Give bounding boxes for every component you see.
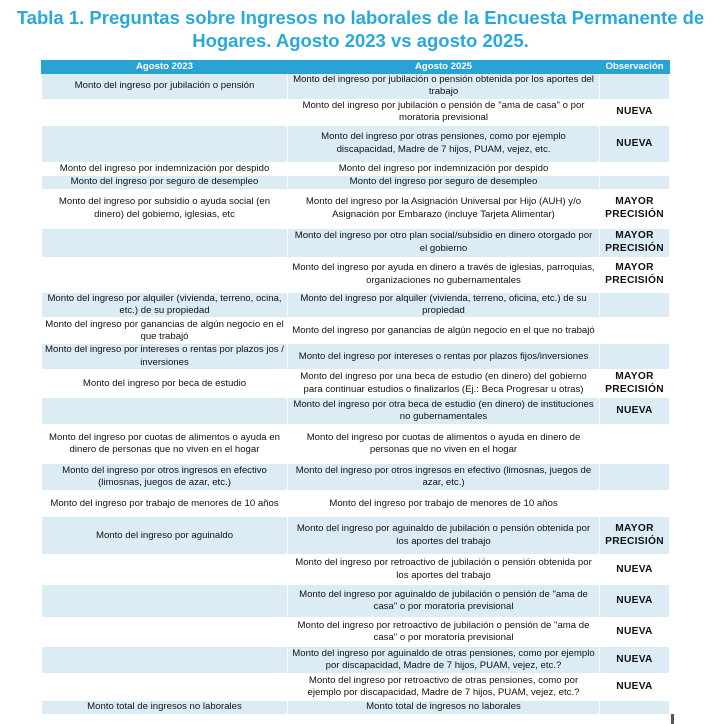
cell-agosto-2025: Monto del ingreso por ayuda en dinero a través de iglesias, parroquias, organizaciones no gubernamentales (288, 257, 600, 292)
cell-observacion: NUEVA (600, 585, 670, 618)
table-row (42, 292, 670, 318)
cell-agosto-2025: Monto del ingreso por intereses o rentas por plazos fijos/inversiones (288, 344, 600, 370)
cell-observacion (600, 344, 670, 370)
cell-agosto-2023 (42, 555, 288, 585)
cell-agosto-2025: Monto del ingreso por ganancias de algún negocio en el que no trabajó (288, 318, 600, 344)
cell-observacion (600, 464, 670, 491)
table-row (42, 99, 670, 125)
cell-agosto-2025: Monto del ingreso por la Asignación Universal por Hijo (AUH) y/o Asignación por Embarazo (incluye Tarjeta Alimentar) (288, 189, 600, 228)
cell-observacion (600, 176, 670, 189)
cell-agosto-2025: Monto del ingreso por otras pensiones, como por ejemplo discapacidad, Madre de 7 hijos, PUAM, vejez, etc. (288, 125, 600, 162)
table-header-row (42, 61, 670, 74)
table-row (42, 701, 670, 714)
table-row (42, 464, 670, 491)
cell-agosto-2025: Monto del ingreso por una beca de estudio (en dinero) del gobierno para continuar estudios o finalizarlos (Ej.: Beca Progresar u otras) (288, 370, 600, 398)
cell-agosto-2023 (42, 398, 288, 425)
cell-agosto-2023: Monto del ingreso por beca de estudio (42, 370, 288, 398)
table-row (42, 425, 670, 464)
cell-observacion (600, 491, 670, 517)
cell-agosto-2025: Monto del ingreso por seguro de desempleo (288, 176, 600, 189)
table-row (42, 491, 670, 517)
income-questions-table (41, 60, 670, 715)
cell-agosto-2025: Monto del ingreso por indemnización por despido (288, 162, 600, 175)
cell-agosto-2023: Monto del ingreso por trabajo de menores de 10 años (42, 491, 288, 517)
table-title (0, 6, 721, 52)
table-row (42, 647, 670, 674)
cell-agosto-2023 (42, 585, 288, 618)
cell-agosto-2023 (42, 228, 288, 257)
cell-agosto-2025: Monto del ingreso por retroactivo de jubilación o pensión de "ama de casa" o por moratoria previsional (288, 618, 600, 647)
cell-observacion: NUEVA (600, 398, 670, 425)
cell-agosto-2023: Monto del ingreso por ganancias de algún negocio en el que trabajó (42, 318, 288, 344)
cell-agosto-2025: Monto del ingreso por aguinaldo de jubilación o pensión obtenida por los aportes del trabajo (288, 517, 600, 555)
cell-agosto-2023: Monto del ingreso por otros ingresos en efectivo (limosnas, juegos de azar, etc.) (42, 464, 288, 491)
cell-observacion (600, 292, 670, 318)
cell-agosto-2023 (42, 257, 288, 292)
table-row (42, 228, 670, 257)
cell-agosto-2025: Monto del ingreso por cuotas de alimentos o ayuda en dinero de personas que no viven en el hogar (288, 425, 600, 464)
table-row (42, 74, 670, 100)
cell-agosto-2023: Monto del ingreso por indemnización por despido (42, 162, 288, 175)
table-row (42, 257, 670, 292)
cell-observacion: MAYOR PRECISIÓN (600, 228, 670, 257)
cell-agosto-2023: Monto del ingreso por intereses o rentas por plazos jos / inversiones (42, 344, 288, 370)
table-row (42, 125, 670, 162)
table-row (42, 189, 670, 228)
header-agosto-2023: Agosto 2023 (42, 61, 288, 74)
cell-observacion: MAYOR PRECISIÓN (600, 370, 670, 398)
table-row (42, 344, 670, 370)
cell-agosto-2023 (42, 125, 288, 162)
cell-observacion (600, 74, 670, 100)
cell-agosto-2025: Monto del ingreso por jubilación o pensión obtenida por los aportes del trabajo (288, 74, 600, 100)
cell-agosto-2025: Monto del ingreso por aguinaldo de otras pensiones, como por ejemplo por discapacidad, Madre de 7 hijos, PUAM, vejez, etc.? (288, 647, 600, 674)
cell-agosto-2023: Monto del ingreso por cuotas de alimentos o ayuda en dinero de personas que no viven en el hogar (42, 425, 288, 464)
header-agosto-2025: Agosto 2025 (288, 61, 600, 74)
cell-agosto-2023 (42, 647, 288, 674)
cell-agosto-2025: Monto del ingreso por alquiler (vivienda, terreno, oficina, etc.) de su propiedad (288, 292, 600, 318)
title-line-2: Hogares. Agosto 2023 vs agosto 2025. (192, 30, 529, 51)
cell-agosto-2023: Monto del ingreso por seguro de desempleo (42, 176, 288, 189)
cell-observacion: NUEVA (600, 125, 670, 162)
cell-agosto-2023 (42, 674, 288, 701)
cell-agosto-2025: Monto del ingreso por otro plan social/subsidio en dinero otorgado por el gobierno (288, 228, 600, 257)
cell-observacion: MAYOR PRECISIÓN (600, 517, 670, 555)
scrollbar-thumb[interactable] (671, 714, 674, 724)
cell-agosto-2023 (42, 99, 288, 125)
table-row (42, 370, 670, 398)
cell-observacion: MAYOR PRECISIÓN (600, 257, 670, 292)
cell-observacion: NUEVA (600, 99, 670, 125)
cell-agosto-2025: Monto del ingreso por jubilación o pensión de "ama de casa" o por moratoria previsional (288, 99, 600, 125)
cell-observacion (600, 701, 670, 714)
cell-agosto-2025: Monto del ingreso por retroactivo de otras pensiones, como por ejemplo por discapacidad, Madre de 7 hijos, PUAM, vejez, etc.? (288, 674, 600, 701)
cell-agosto-2023: Monto total de ingresos no laborales (42, 701, 288, 714)
cell-agosto-2025: Monto del ingreso por otra beca de estudio (en dinero) de instituciones no gubernamentales (288, 398, 600, 425)
cell-agosto-2023: Monto del ingreso por aguinaldo (42, 517, 288, 555)
table-row (42, 398, 670, 425)
cell-observacion (600, 162, 670, 175)
table-row (42, 555, 670, 585)
cell-agosto-2023: Monto del ingreso por subsidio o ayuda social (en dinero) del gobierno, iglesias, etc (42, 189, 288, 228)
cell-observacion: NUEVA (600, 618, 670, 647)
cell-agosto-2023 (42, 618, 288, 647)
title-line-1: Tabla 1. Preguntas sobre Ingresos no laborales de la Encuesta Permanente de (16, 7, 705, 28)
table-row (42, 176, 670, 189)
cell-agosto-2023: Monto del ingreso por jubilación o pensión (42, 74, 288, 100)
header-observacion: Observación (600, 61, 670, 74)
cell-agosto-2023: Monto del ingreso por alquiler (vivienda, terreno, ocina, etc.) de su propiedad (42, 292, 288, 318)
cell-agosto-2025: Monto del ingreso por trabajo de menores de 10 años (288, 491, 600, 517)
cell-observacion (600, 425, 670, 464)
cell-observacion: MAYOR PRECISIÓN (600, 189, 670, 228)
cell-observacion: NUEVA (600, 555, 670, 585)
cell-agosto-2025: Monto del ingreso por otros ingresos en efectivo (limosnas, juegos de azar, etc.) (288, 464, 600, 491)
cell-agosto-2025: Monto del ingreso por aguinaldo de jubilación o pensión de "ama de casa" o por moratoria previsional (288, 585, 600, 618)
table-row (42, 318, 670, 344)
cell-agosto-2025: Monto del ingreso por retroactivo de jubilación o pensión obtenida por los aportes del trabajo (288, 555, 600, 585)
table-row (42, 674, 670, 701)
table-row (42, 162, 670, 175)
table-row (42, 618, 670, 647)
cell-observacion: NUEVA (600, 674, 670, 701)
cell-agosto-2025: Monto total de ingresos no laborales (288, 701, 600, 714)
cell-observacion: NUEVA (600, 647, 670, 674)
table-row (42, 517, 670, 555)
cell-observacion (600, 318, 670, 344)
table-row (42, 585, 670, 618)
